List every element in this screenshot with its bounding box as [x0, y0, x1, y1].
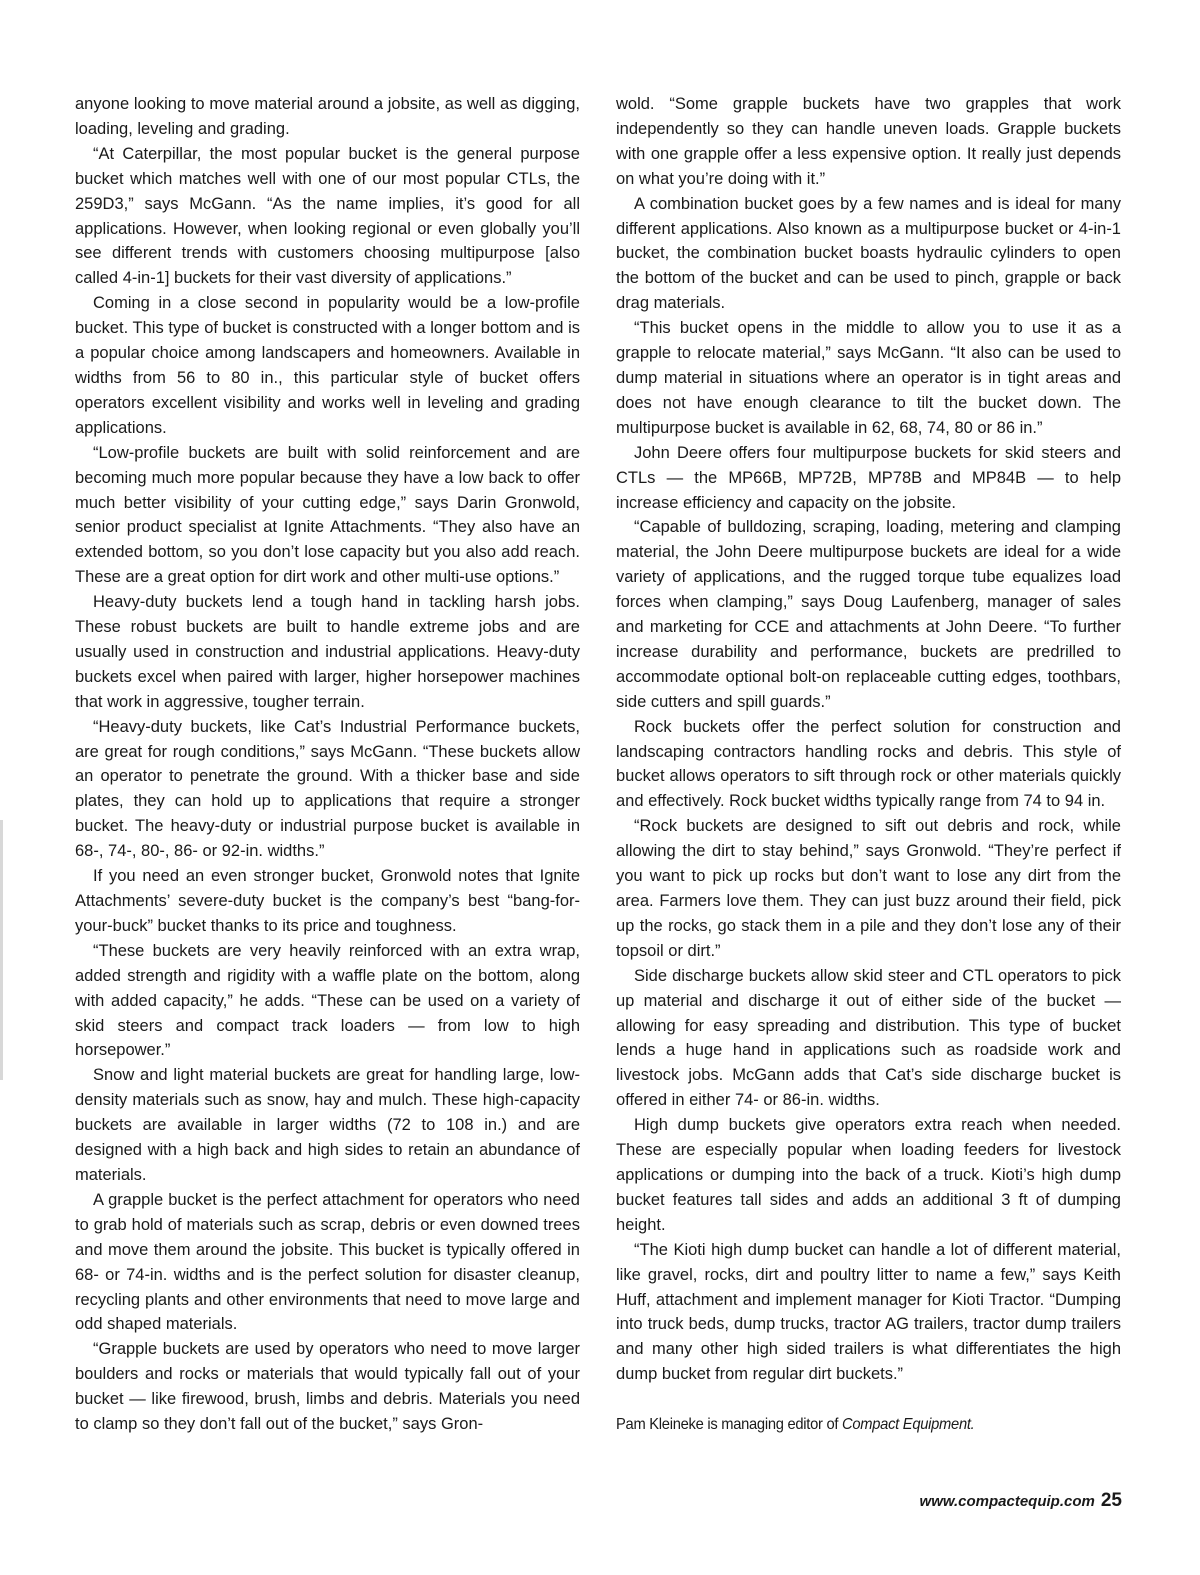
paragraph: “Low-profile buckets are built with solid reinforcement and are becoming much more popular because they have a low back to offer much better visibility of your cutting edge,” says Darin Gronwold, senior product specialist at Ignite Attachments. “They also have an extended bottom, so you don’t lose capacity but you also add reach. These are a great option for dirt work and other multi-use options.”	[75, 443, 580, 587]
paragraph: Rock buckets offer the perfect solution for construction and landscaping contractors handling rocks and debris. This style of bucket allows operators to sift through rock or other materials quickly and effectively. Rock bucket widths typically range from 74 to 94 in.	[616, 717, 1121, 811]
right-column	[616, 92, 1121, 1438]
paragraph: wold. “Some grapple buckets have two grapples that work independently so they can handle uneven loads. Grapple buckets with one grapple offer a less expensive option. It really just depends on what you’re doing with it.”	[616, 95, 1121, 188]
footer-url[interactable]: www.compactequip.com	[919, 1493, 1095, 1510]
paragraph: “This bucket opens in the middle to allow you to use it as a grapple to relocate material,” says McGann. “It also can be used to dump material in situations where an operator is in tight areas and does not have enough clearance to tilt the bucket down. The multipurpose bucket is available in 62, 68, 74, 80 or 86 in.”	[616, 319, 1121, 437]
paragraph: Coming in a close second in popularity would be a low-profile bucket. This type of bucket is constructed with a longer bottom and is a popular choice among landscapers and homeowners. Available in widths from 56 to 80 in., this particular style of bucket offers operators excellent visibility and works well in leveling and grading applications.	[75, 294, 580, 437]
paragraph: A grapple bucket is the perfect attachment for operators who need to grab hold of materials such as scrap, debris or even downed trees and move them around the jobsite. This bucket is typically offered in 68- or 74-in. widths and is the perfect solution for disaster cleanup, recycling plants and other environments that need to move large and odd shaped materials.	[75, 1190, 580, 1334]
page-footer	[920, 1490, 1122, 1512]
page-number: 25	[1100, 1490, 1122, 1511]
paragraph: “At Caterpillar, the most popular bucket is the general purpose bucket which matches well with one of our most popular CTLs, the 259D3,” says McGann. “As the name implies, it’s good for all applications. However, when looking regional or even globally you’ll see different trends with customers choosing multipurpose [also called 4-in-1] buckets for their vast diversity of applications.”	[75, 144, 580, 288]
left-column	[75, 92, 580, 1437]
paragraph: “These buckets are very heavily reinforced with an extra wrap, added strength and rigidity with a waffle plate on the bottom, along with added capacity,” he adds. “These can be used on a variety of skid steers and compact track loaders — from low to high horsepower.”	[75, 941, 580, 1060]
paragraph: Heavy-duty buckets lend a tough hand in tackling harsh jobs. These robust buckets are built to handle extreme jobs and are usually used in construction and industrial applications. Heavy-duty buckets excel when paired with larger, higher horsepower machines that work in aggressive, tougher terrain.	[75, 593, 580, 711]
paragraph: “Grapple buckets are used by operators who need to move larger boulders and rocks or materials that would typically fall out of your bucket — like firewood, brush, limbs and debris. Materials you need to clamp so they don’t fall out of the bucket,” says Gron-	[75, 1340, 580, 1434]
paragraph: Side discharge buckets allow skid steer and CTL operators to pick up material and discharge it out of either side of the bucket — allowing for easy spreading and distribution. This type of bucket lends a huge hand in applications such as roadside work and livestock jobs. McGann adds that Cat’s side discharge bucket is offered in either 74- or 86-in. widths.	[616, 966, 1121, 1110]
paragraph: If you need an even stronger bucket, Gronwold notes that Ignite Attachments’ severe-duty bucket is the company’s best “bang-for-your-buck” bucket thanks to its price and toughness.	[75, 867, 580, 935]
paragraph: “Capable of bulldozing, scraping, loading, metering and clamping material, the John Deere multipurpose buckets are ideal for a wide variety of applications, and the rugged torque tube equalizes load forces when clamping,” says Doug Laufenberg, manager of sales and marketing for CCE and attachments at John Deere. “To further increase durability and performance, buckets are predrilled to accommodate optional bolt-on replaceable cutting edges, toothbars, side cutters and spill guards.”	[616, 518, 1121, 711]
edge-shadow	[0, 820, 3, 1080]
paragraph: “The Kioti high dump bucket can handle a lot of different material, like gravel, rocks, dirt and poultry litter to name a few,” says Keith Huff, attachment and implement manager for Kioti Tractor. “Dumping into truck beds, dump trucks, tractor AG trailers, tractor dump trailers and many other high sided trailers is what differentiates the high dump bucket from regular dirt buckets.”	[616, 1240, 1121, 1384]
paragraph: High dump buckets give operators extra reach when needed. These are especially popular when loading feeders for livestock applications or dumping into the back of a truck. Kioti’s high dump bucket features tall sides and adds an additional 3 ft of dumping height.	[616, 1116, 1121, 1234]
author-byline	[616, 1413, 1081, 1438]
paragraph: John Deere offers four multipurpose buckets for skid steers and CTLs — the MP66B, MP72B, MP78B and MP84B — to help increase efficiency and capacity on the jobsite.	[616, 443, 1121, 512]
paragraph: “Heavy-duty buckets, like Cat’s Industrial Performance buckets, are great for rough conditions,” says McGann. “These buckets allow an operator to penetrate the ground. With a thicker base and side plates, they can hold up to applications that require a stronger bucket. The heavy-duty or industrial purpose bucket is available in 68-, 74-, 80-, 86- or 92-in. widths.”	[75, 717, 580, 861]
paragraph: Snow and light material buckets are great for handling large, low-density materials such as snow, hay and mulch. These high-capacity buckets are available in larger widths (72 to 108 in.) and are designed with a high back and high sides to retain an abundance of materials.	[75, 1066, 580, 1184]
byline-text: Pam Kleineke is managing editor of	[616, 1416, 843, 1434]
paragraph: anyone looking to move material around a jobsite, as well as digging, loading, leveling and grading.	[75, 95, 580, 138]
paragraph: A combination bucket goes by a few names and is ideal for many different applications. Also known as a multipurpose bucket or 4-in-1 bucket, the combination bucket boasts hydraulic cylinders to open the bottom of the bucket and can be used to pinch, grapple or back drag materials.	[616, 194, 1121, 313]
byline-publication: Compact Equipment.	[842, 1416, 975, 1434]
paragraph: “Rock buckets are designed to sift out debris and rock, while allowing the dirt to stay behind,” says Gronwold. “They’re perfect if you want to pick up rocks but don’t want to lose any dirt from the area. Farmers love them. They can just buzz around their field, pick up the rocks, go stack them in a pile and they don’t lose any of their topsoil or dirt.”	[616, 817, 1121, 960]
